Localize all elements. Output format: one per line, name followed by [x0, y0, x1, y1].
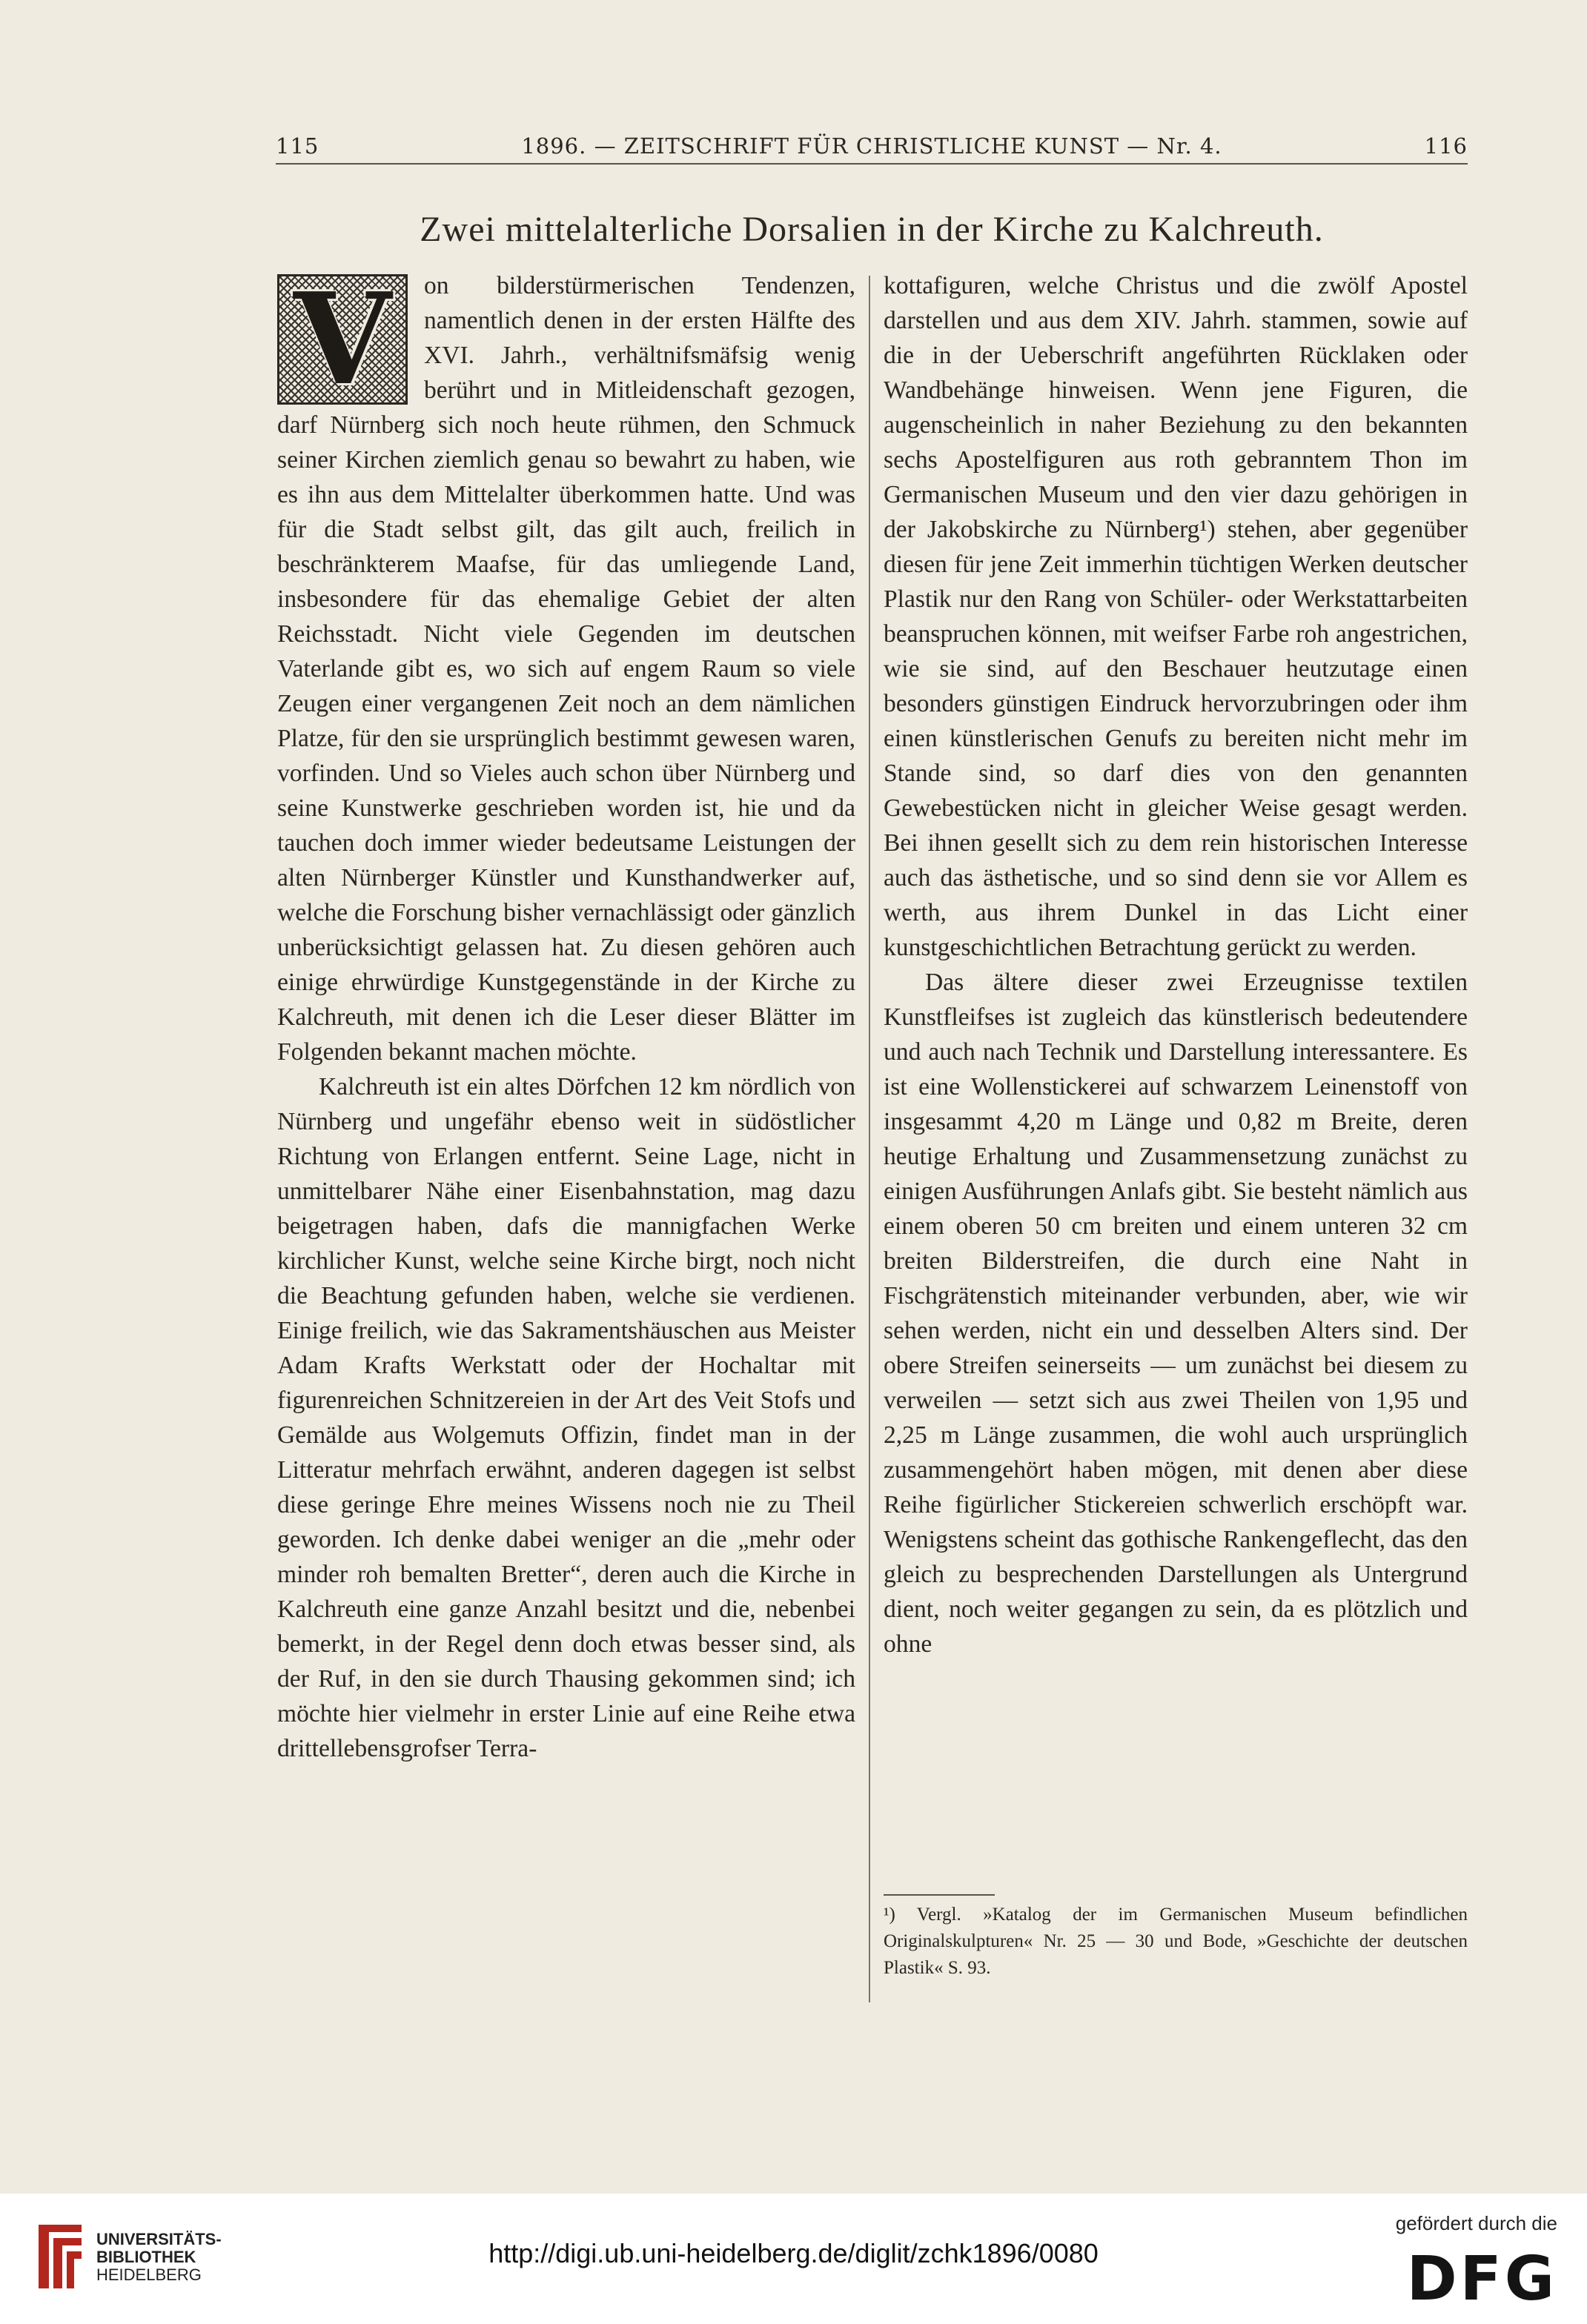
column-divider [869, 276, 870, 2002]
institution-line: HEIDELBERG [96, 2265, 202, 2284]
paragraph: Das ältere dieser zwei Erzeugnisse textilen Kunstfleifses ist zugleich das künstlerisch bedeutendere und auch nach Technik und Darstellung interessantere. Es ist eine Wollenstickerei auf schwarzem Leinenstoff von insgesammt 4,20 m Länge und 0,82 m Breite, deren heutige Erhaltung und Zusammensetzung zunächst zu einigen Ausführungen Anlafs gibt. Sie besteht nämlich aus einem oberen 50 cm breiten und einem unteren 32 cm breiten Bilderstreifen, die durch eine Naht in Fischgrätenstich miteinander verbunden, aber, wie wir sehen werden, nicht ein und desselben Alters sind. Der obere Streifen seinerseits — um zunächst bei diesem zu verweilen — setzt sich aus zwei Theilen von 1,95 und 2,25 m Länge zusammen, die wohl auch ursprünglich zusammengehört haben mögen, mit denen aber diese Reihe figürlicher Stickereien schwerlich erschöpft war. Wenigstens scheint das gothische Rankengeflecht, das den gleich zu besprechenden Darstellungen als Untergrund dient, noch weiter gegangen zu sein, da es plötzlich und ohne [884, 969, 1468, 1658]
dfg-logo-icon: DFG [1406, 2244, 1557, 2314]
page-number-left: 115 [276, 133, 319, 159]
ornamental-initial-icon [277, 265, 408, 414]
page-number-right: 116 [1424, 133, 1468, 159]
article-title: Zwei mittelalterliche Dorsalien in der Kirche zu Kalchreuth. [420, 210, 1324, 249]
funding-note: gefördert durch die [1395, 2212, 1557, 2234]
journal-header: 1896. — ZEITSCHRIFT FÜR CHRISTLICHE KUNST — Nr. 4. [521, 133, 1222, 159]
running-header [276, 130, 1468, 165]
left-column [277, 265, 855, 1766]
paragraph: kottafiguren, welche Christus und die zwölf Apostel darstellen und aus dem XIV. Jahrh. stammen, sowie auf die in der Ueberschrift angeführten Rücklaken oder Wandbehänge hinweisen. Wenn jene Figuren, die augenscheinlich in naher Beziehung zu den bekannten sechs Apostelfiguren aus roth gebranntem Thon im Germanischen Museum und den vier dazu gehörigen in der Jakobskirche zu Nürnberg¹) stehen, aber gegenüber diesen für jene Zeit immerhin tüchtigen Werken deutscher Plastik nur den Rang von Schüler- oder Werkstattarbeiten beanspruchen können, mit weifser Farbe roh angestrichen, wie sie sind, auf den Beschauer heutzutage einen besonders günstigen Eindruck hervorzubringen oder ihm einen künstlerischen Genufs zu bereiten nicht mehr im Stande sind, so darf dies von den genannten Gewebestücken nicht in gleicher Weise gesagt werden. Bei ihnen gesellt sich zu dem rein historischen Interesse auch das ästhetische, und so sind denn sie vor Allem es werth, aus ihrem Dunkel in das Licht einer kunstgeschichtlichen Betrachtung gerückt zu werden. [884, 272, 1468, 961]
dropcap-letter: V [294, 265, 391, 414]
footnote: ¹) Vergl. »Katalog der im Germanischen Museum befindlichen Originalskulpturen« Nr. 25 — 30 und Bode, »Geschichte der deutschen Plastik« S. 93. [884, 1905, 1468, 1978]
permalink-url[interactable]: http://digi.ub.uni-heidelberg.de/diglit/zchk1896/0080 [488, 2238, 1099, 2268]
institution-line: BIBLIOTHEK [96, 2248, 196, 2266]
paragraph: on bilderstürmerischen Tendenzen, namentlich denen in der ersten Hälfte des XVI. Jahrh., verhältnifsmäfsig wenig berührt und in Mitleidenschaft gezogen, darf Nürnberg sich noch heute rühmen, den Schmuck seiner Kirchen ziemlich genau so bewahrt zu haben, wie es ihn aus dem Mittelalter überkommen hatte. Und was für die Stadt selbst gilt, das gilt auch, freilich in beschränkterem Maafse, für das umliegende Land, insbesondere für das ehemalige Gebiet der alten Reichsstadt. Nicht viele Gegenden im deutschen Vaterlande gibt es, wo sich auf engem Raum so viele Zeugen einer vergangenen Zeit noch an dem nämlichen Platze, für den sie ursprünglich bestimmt gewesen waren, vorfinden. Und so Vieles auch schon über Nürnberg und seine Kunstwerke geschrieben worden ist, hie und da tauchen doch immer wieder bedeutsame Leistungen der alten Nürnberger Künstler und Kunsthandwerker auf, welche die Forschung bisher vernachlässigt oder gänzlich unberücksichtigt gelassen hat. Zu diesen gehören auch einige ehrwürdige Kunstgegenstände in der Kirche zu Kalchreuth, mit denen ich die Leser dieser Blätter im Folgenden bekannt machen möchte. [277, 272, 855, 1066]
right-column [884, 268, 1468, 1661]
institution-line: UNIVERSITÄTS- [96, 2230, 222, 2248]
footnote-rule [884, 1894, 995, 1896]
paragraph: Kalchreuth ist ein altes Dörfchen 12 km nördlich von Nürnberg und ungefähr ebenso weit in südöstlicher Richtung von Erlangen entfernt. Seine Lage, nicht in unmittelbarer Nähe einer Eisenbahnstation, mag dazu beigetragen haben, dafs die mannigfachen Werke kirchlicher Kunst, welche seine Kirche birgt, noch nicht die Beachtung gefunden haben, welche sie verdienen. Einige freilich, wie das Sakramentshäuschen aus Meister Adam Krafts Werkstatt oder der Hochaltar mit figurenreichen Schnitzereien in der Art des Veit Stofs und Gemälde aus Wolgemuts Offizin, findet man in der Litteratur mehrfach erwähnt, anderen dagegen ist selbst diese geringe Ehre meines Wissens noch nie zu Theil geworden. Ich denke dabei weniger an die „mehr oder minder roh bemalten Bretter“, deren auch die Kirche in Kalchreuth eine ganze Anzahl besitzt und die, nebenbei bemerkt, in der Regel denn doch etwas besser sind, als der Ruf, in den sie durch Thausing gekommen sind; ich möchte hier vielmehr in erster Linie auf eine Reihe etwa drittellebensgrofser Terra- [277, 1073, 855, 1762]
